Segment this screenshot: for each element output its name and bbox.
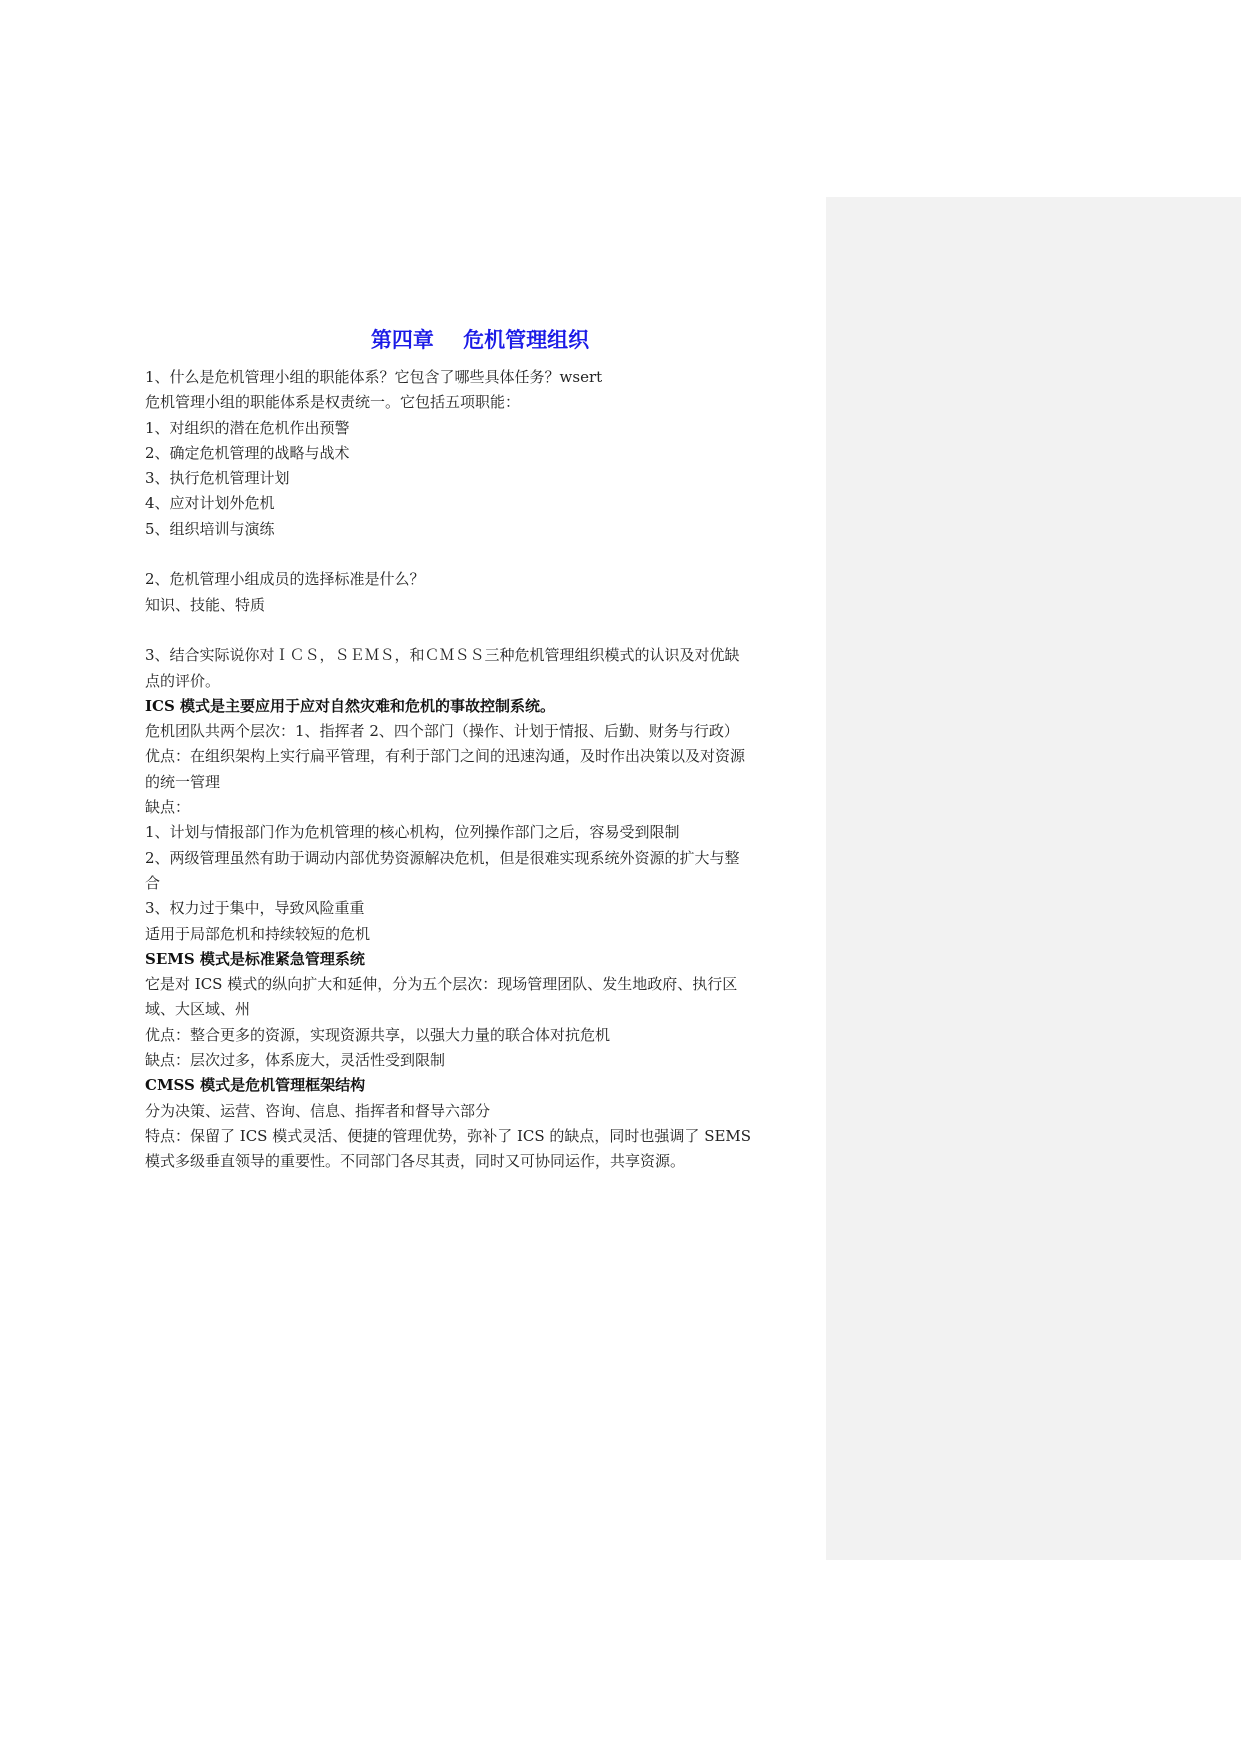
ics-advantages-line-1: 优点：在组织架构上实行扁平管理，有利于部门之间的迅速沟通，及时作出决策以及对资源	[145, 747, 746, 766]
ics-applicability: 适用于局部危机和持续较短的危机	[145, 924, 371, 943]
question-3-line-2: 点的评价。	[145, 671, 221, 690]
blank-line	[145, 618, 817, 643]
ics-disadvantage-2-line-2: 合	[145, 873, 161, 892]
answer-1-item-1: 1、对组织的潜在危机作出预警	[145, 418, 350, 437]
chapter-title: 第四章 危机管理组织	[370, 328, 590, 352]
ics-disadvantage-1: 1、计划与情报部门作为危机管理的核心机构，位列操作部门之后，容易受到限制	[145, 823, 680, 842]
comment-margin-pane	[826, 197, 1241, 1560]
answer-1-item-4: 4、应对计划外危机	[145, 494, 275, 513]
cmss-features-line-1: 特点：保留了 ICS 模式灵活、便捷的管理优势，弥补了 ICS 的缺点，同时也强调了 SEMS	[145, 1126, 752, 1145]
ics-levels: 危机团队共两个层次：1、指挥者 2、四个部门（操作、计划于情报、后勤、财务与行政）	[145, 722, 739, 741]
sems-description-line-1: 它是对 ICS 模式的纵向扩大和延伸，分为五个层次：现场管理团队、发生地政府、执行区	[145, 975, 738, 994]
ics-disadvantage-2-line-1: 2、两级管理虽然有助于调动内部优势资源解决危机，但是很难实现系统外资源的扩大与整	[145, 848, 740, 867]
answer-2: 知识、技能、特质	[145, 595, 266, 614]
sems-disadvantages: 缺点：层次过多，体系庞大，灵活性受到限制	[145, 1051, 446, 1070]
ics-heading: ICS 模式是主要应用于应对自然灾难和危机的事故控制系统。	[145, 696, 556, 715]
sems-advantages: 优点：整合更多的资源，实现资源共享，以强大力量的联合体对抗危机	[145, 1025, 611, 1044]
sems-heading: SEMS 模式是标准紧急管理系统	[145, 949, 365, 968]
question-3-line-1: 3、结合实际说你对ＩＣＳ，ＳＥＭＳ，和ＣＭＳＳ三种危机管理组织模式的认识及对优缺	[145, 646, 740, 665]
question-2: 2、危机管理小组成员的选择标准是什么？	[145, 570, 425, 589]
answer-1-item-2: 2、确定危机管理的战略与战术	[145, 443, 350, 462]
cmss-features-line-2: 模式多级垂直领导的重要性。不同部门各尽其责，同时又可协同运作，共享资源。	[145, 1152, 686, 1171]
ics-disadvantage-3: 3、权力过于集中，导致风险重重	[145, 899, 365, 918]
question-1: 1、什么是危机管理小组的职能体系？它包含了哪些具体任务？wsert	[145, 368, 603, 386]
sems-description-line-2: 域、大区域、州	[145, 1000, 251, 1019]
answer-1-intro: 危机管理小组的职能体系是权责统一。它包括五项职能：	[145, 393, 521, 412]
answer-1-item-5: 5、组织培训与演练	[145, 519, 275, 538]
cmss-parts: 分为决策、运营、咨询、信息、指挥者和督导六部分	[145, 1101, 491, 1120]
document-body	[145, 365, 817, 1175]
ics-disadvantages-label: 缺点：	[145, 798, 191, 817]
cmss-heading: CMSS 模式是危机管理框架结构	[145, 1076, 366, 1095]
answer-1-item-3: 3、执行危机管理计划	[145, 469, 290, 488]
ics-advantages-line-2: 的统一管理	[145, 772, 221, 791]
blank-line	[145, 542, 817, 567]
